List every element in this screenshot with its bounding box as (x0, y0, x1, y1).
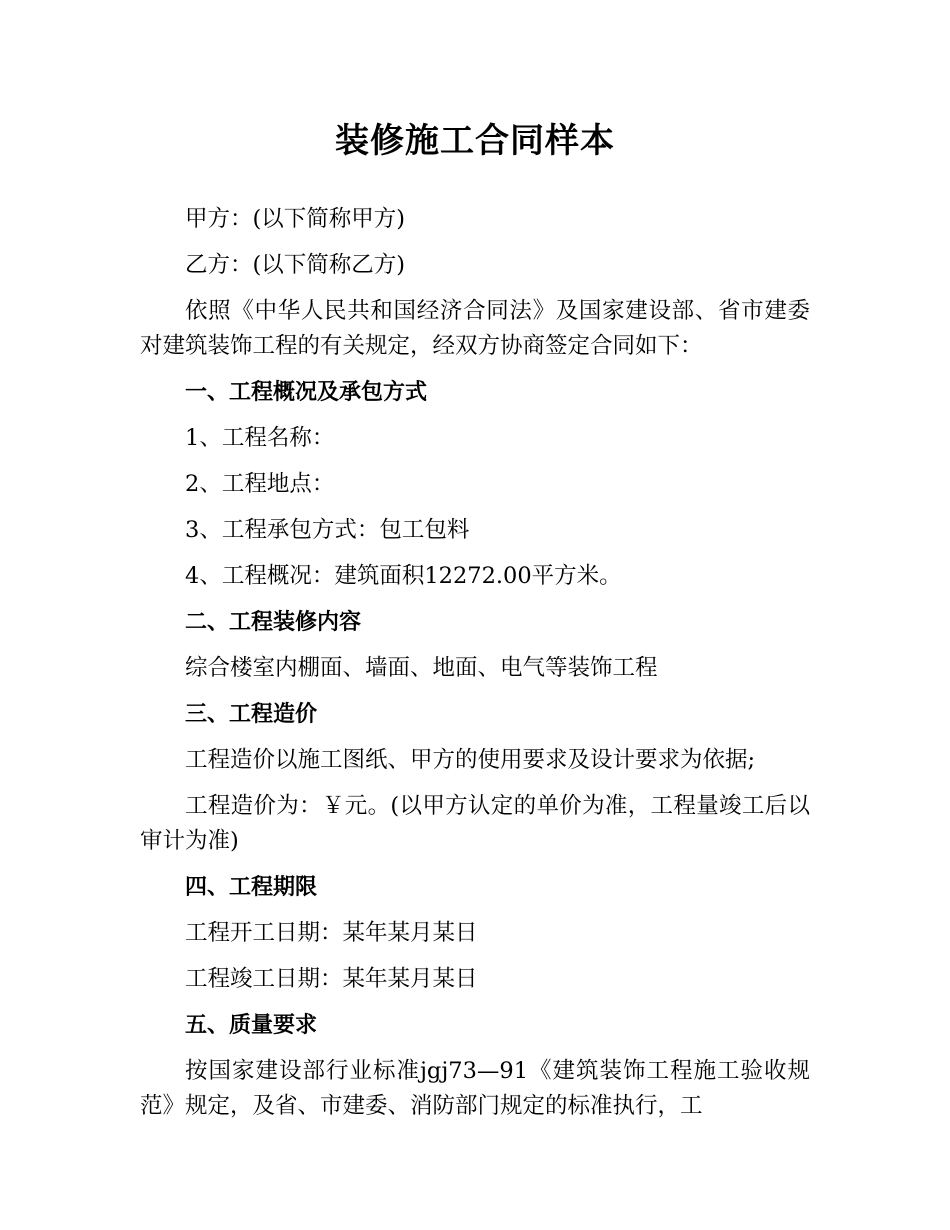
project-name-item: 1、工程名称： (185, 425, 335, 451)
section-heading-overview: 一、工程概况及承包方式 (185, 380, 428, 405)
preamble-paragraph: 依照《中华人民共和国经济合同法》及国家建设部、省市建委对建筑装饰工程的有关规定，经双方协商签定合同如下： (140, 298, 810, 359)
quality-standard-paragraph: 按国家建设部行业标准jgj73—91《建筑装饰工程施工验收规范》规定，及省、市建委、消防部门规定的标准执行，工 (140, 1058, 810, 1119)
cost-basis-text: 工程造价以施工图纸、甲方的使用要求及设计要求为依据; (185, 747, 756, 773)
section-heading-content: 二、工程装修内容 (185, 610, 362, 635)
document-body (140, 202, 810, 1124)
document-title: 装修施工合同样本 (335, 121, 615, 161)
end-date-line: 工程竣工日期：某年某月某日 (185, 966, 478, 992)
section-heading-cost: 三、工程造价 (185, 702, 318, 727)
project-summary-item: 4、工程概况：建筑面积12272.00平方米。 (185, 563, 622, 589)
section-heading-quality: 五、质量要求 (185, 1013, 318, 1038)
start-date-line: 工程开工日期：某年某月某日 (185, 920, 478, 946)
cost-amount-paragraph: 工程造价为：￥元。(以甲方认定的单价为准，工程量竣工后以审计为准) (140, 793, 810, 854)
contract-method-item: 3、工程承包方式：包工包料 (185, 517, 470, 543)
party-b-line: 乙方：(以下简称乙方) (185, 252, 406, 278)
project-location-item: 2、工程地点： (185, 471, 335, 497)
decoration-content-text: 综合楼室内棚面、墙面、地面、电气等装饰工程 (185, 655, 658, 681)
section-heading-schedule: 四、工程期限 (185, 875, 318, 900)
party-a-line: 甲方：(以下简称甲方) (185, 206, 406, 232)
